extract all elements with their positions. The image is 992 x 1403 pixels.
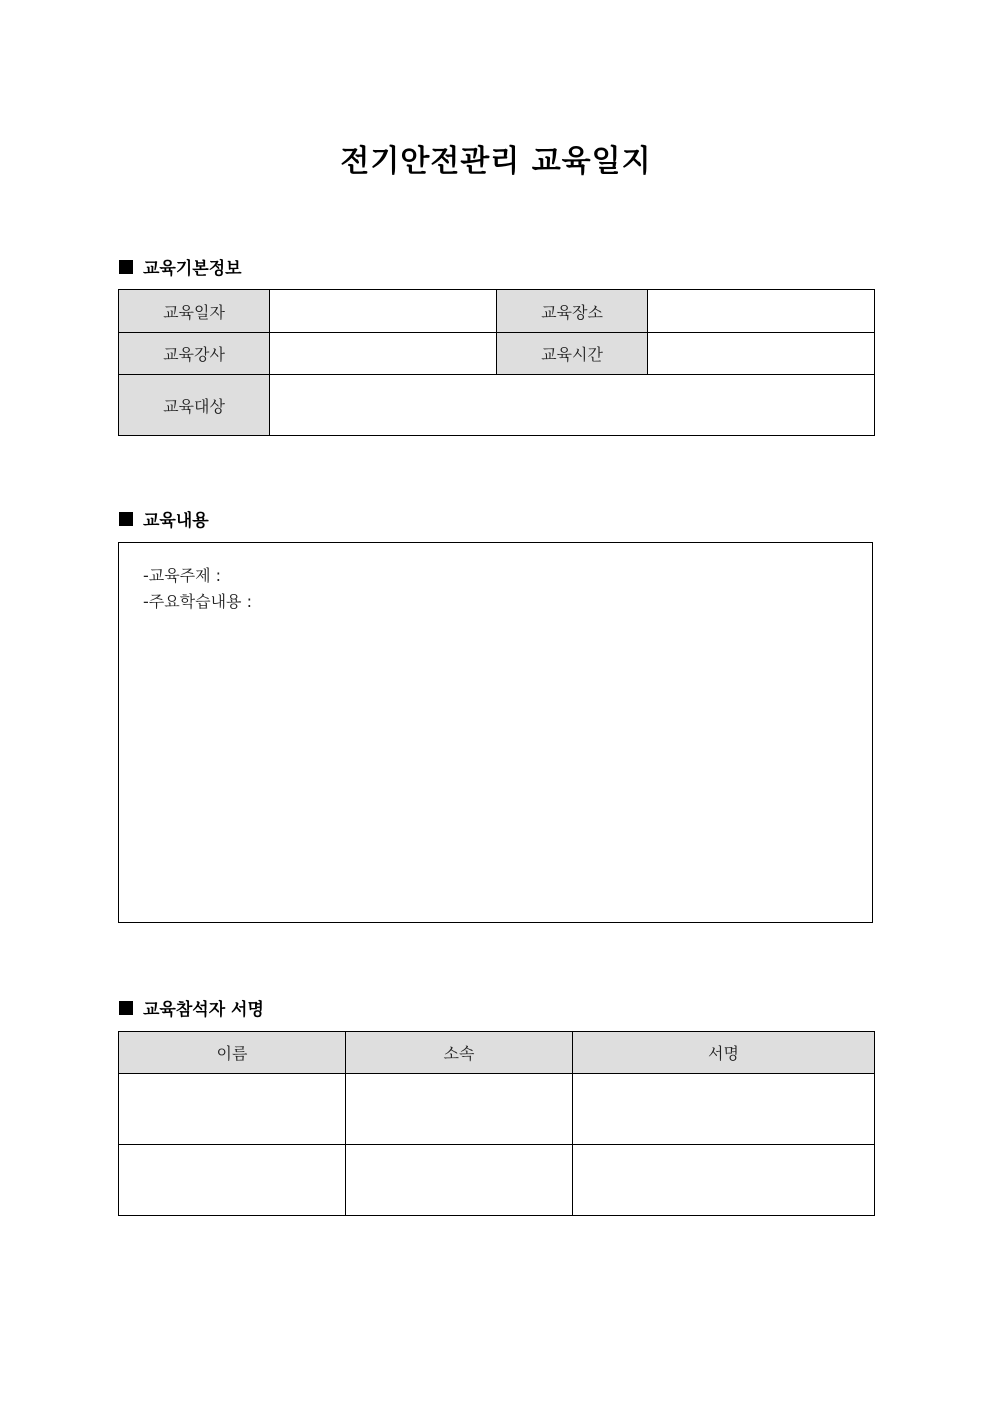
table-header-row <box>119 1032 875 1074</box>
section-heading-label: 교육참석자 서명 <box>143 1000 264 1020</box>
page-title: 전기안전관리 교육일지 <box>340 144 652 179</box>
column-header-name: 이름 <box>119 1032 346 1074</box>
section-heading-label: 교육내용 <box>143 511 209 531</box>
square-bullet-icon <box>119 512 133 526</box>
section-heading-label: 교육기본정보 <box>143 259 242 279</box>
education-location-field[interactable] <box>648 290 875 333</box>
attendee-name-cell[interactable] <box>119 1145 346 1216</box>
attendee-name-cell[interactable] <box>119 1074 346 1145</box>
attendee-affiliation-cell[interactable] <box>346 1074 573 1145</box>
label-education-time: 교육시간 <box>497 333 648 375</box>
square-bullet-icon <box>119 1001 133 1015</box>
label-education-target: 교육대상 <box>119 375 270 436</box>
table-row <box>119 375 875 436</box>
table-row <box>119 1145 875 1216</box>
education-instructor-field[interactable] <box>270 333 497 375</box>
education-target-field[interactable] <box>270 375 875 436</box>
education-time-field[interactable] <box>648 333 875 375</box>
attendee-affiliation-cell[interactable] <box>346 1145 573 1216</box>
column-header-signature: 서명 <box>573 1032 875 1074</box>
section-heading-basic-info <box>119 254 242 279</box>
attendee-signature-cell[interactable] <box>573 1074 875 1145</box>
table-row <box>119 290 875 333</box>
table-row <box>119 1074 875 1145</box>
label-education-instructor: 교육강사 <box>119 333 270 375</box>
table-row <box>119 333 875 375</box>
label-education-location: 교육장소 <box>497 290 648 333</box>
basic-info-table <box>118 289 875 436</box>
square-bullet-icon <box>119 260 133 274</box>
label-education-date: 교육일자 <box>119 290 270 333</box>
attendee-signature-cell[interactable] <box>573 1145 875 1216</box>
education-topic-line: -교육주제 : <box>143 566 222 585</box>
section-heading-attendees <box>119 995 264 1020</box>
main-learning-content-line: -주요학습내용 : <box>143 592 252 611</box>
education-content-box[interactable] <box>118 542 873 923</box>
column-header-affiliation: 소속 <box>346 1032 573 1074</box>
section-heading-content <box>119 506 209 531</box>
attendees-table <box>118 1031 875 1216</box>
education-date-field[interactable] <box>270 290 497 333</box>
